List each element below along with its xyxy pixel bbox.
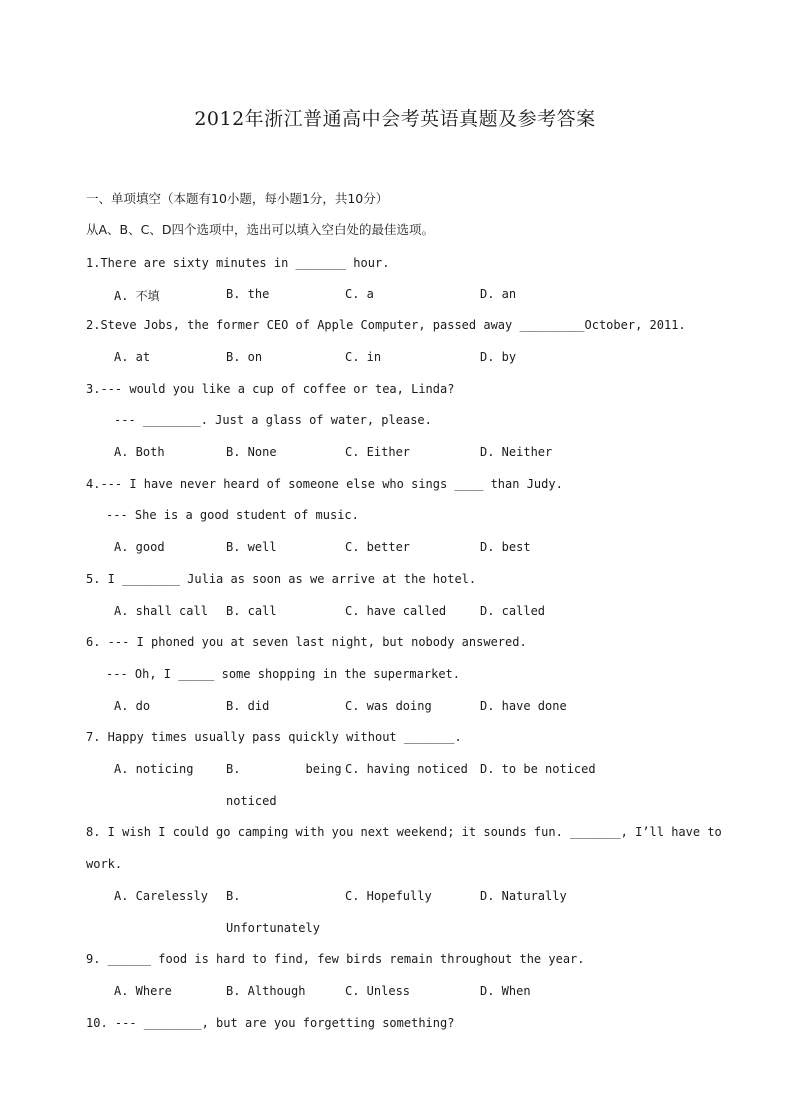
option-b-wrap: Unfortunately [226,921,320,935]
option-a: A. noticing [114,762,194,776]
option-c: C. a [345,287,374,301]
section-heading: 一、单项填空（本题有10小题，每小题1分，共10分） [86,191,389,206]
option-b: B. did [226,699,270,713]
option-d: D. called [480,604,546,618]
question-4-reply: --- She is a good student of music. [106,508,359,522]
option-c: C. having noticed [345,762,468,776]
option-c: C. Unless [345,984,411,998]
option-b: B. well [226,540,277,554]
option-c: C. have called [345,604,447,618]
option-d: D. to be noticed [480,762,596,776]
option-b: B. on [226,350,263,364]
option-b-wrap: noticed [226,794,277,808]
option-a: A. do [114,699,151,713]
option-b: B. being [226,762,342,776]
question-2-stem: 2.Steve Jobs, the former CEO of Apple Computer, passed away _________October, 2011. [86,318,686,332]
question-3-reply: --- ________. Just a glass of water, please. [114,413,432,427]
option-a: A. Carelessly [114,889,208,903]
option-c: C. Hopefully [345,889,432,903]
option-b: B. [226,889,241,903]
question-7-stem: 7. Happy times usually pass quickly without _______. [86,730,462,744]
question-6-reply: --- Oh, I _____ some shopping in the supermarket. [106,667,461,681]
option-a: A. good [114,540,165,554]
option-d: D. Neither [480,445,553,459]
option-d: D. an [480,287,517,301]
option-a: A. Both [114,445,165,459]
question-1-stem: 1.There are sixty minutes in _______ hour. [86,256,390,270]
option-b: B. None [226,445,277,459]
option-c: C. Either [345,445,411,459]
question-8-stem-continued: work. [86,857,123,871]
option-b: B. Although [226,984,306,998]
question-6-stem: 6. --- I phoned you at seven last night, but nobody answered. [86,635,527,649]
option-a: A. shall call [114,604,208,618]
option-b: B. call [226,604,277,618]
option-a: A. at [114,350,151,364]
option-c: C. was doing [345,699,432,713]
question-3-stem: 3.--- would you like a cup of coffee or tea, Linda? [86,382,455,396]
option-d: D. have done [480,699,567,713]
option-d: D. Naturally [480,889,567,903]
option-b: B. the [226,287,270,301]
option-a: A. Where [114,984,172,998]
option-a: A. 不填 [114,289,160,303]
page-title: 2012年浙江普通高中会考英语真题及参考答案 [194,108,596,130]
question-4-stem: 4.--- I have never heard of someone else who sings ____ than Judy. [86,477,563,491]
section-instruction: 从A、B、C、D四个选项中，选出可以填入空白处的最佳选项。 [86,222,434,237]
option-c: C. better [345,540,411,554]
question-9-stem: 9. ______ food is hard to find, few birds remain throughout the year. [86,952,585,966]
option-c: C. in [345,350,382,364]
question-10-stem: 10. --- ________, but are you forgetting something? [86,1016,455,1030]
question-5-stem: 5. I ________ Julia as soon as we arrive at the hotel. [86,572,477,586]
question-8-stem: 8. I wish I could go camping with you next weekend; it sounds fun. _______, I’ll have to [86,825,722,839]
option-d: D. When [480,984,531,998]
option-d: D. by [480,350,517,364]
option-d: D. best [480,540,531,554]
